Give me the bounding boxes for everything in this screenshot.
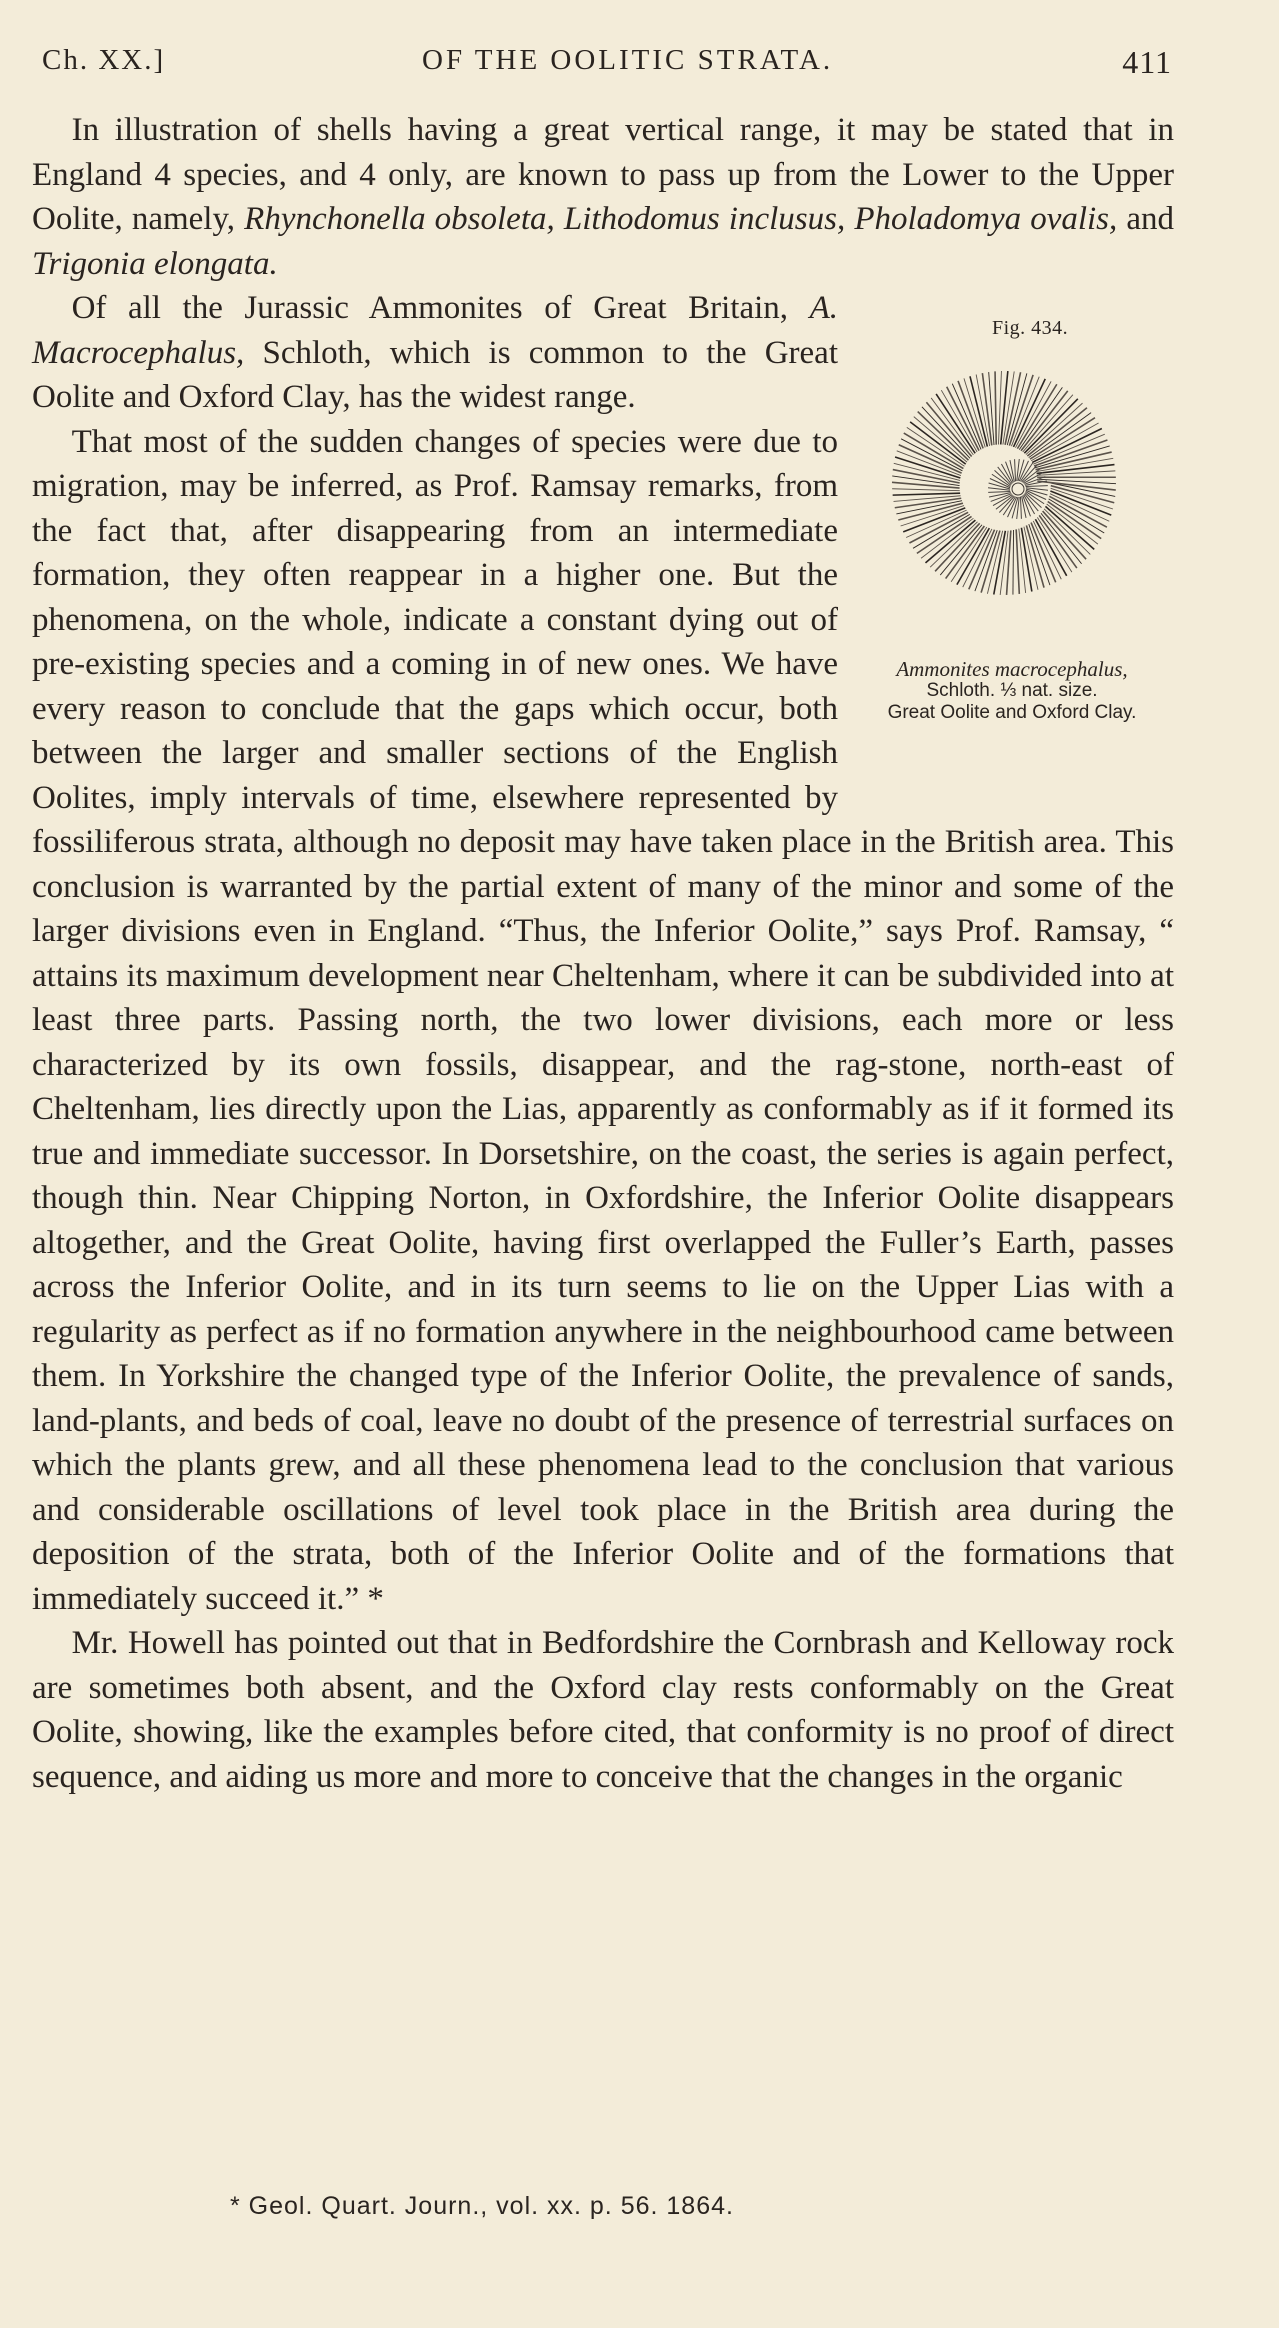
caption-species: Ammonites macrocephalus, bbox=[896, 657, 1128, 681]
species-name: A. Macrocephalus, bbox=[32, 290, 839, 371]
figure-caption bbox=[852, 658, 1172, 724]
page-number: 411 bbox=[1122, 44, 1172, 80]
species-name: Trigonia elongata. bbox=[32, 245, 278, 282]
caption-formation: Great Oolite and Oxford Clay. bbox=[887, 702, 1137, 723]
running-header bbox=[42, 44, 1172, 84]
paragraph-howell: Mr. Howell has pointed out that in Bedfordshire the Cornbrash and Kelloway rock are sometimes both absent, and the Oxford clay rests conformably on the Great Oolite, showing, like the examples before cited, that conformity is no proof of direct sequence, and aiding us more and more to conceive that the changes in the organic bbox=[32, 1625, 1174, 1795]
figure-number: Fig. 434. bbox=[992, 317, 1069, 339]
paragraph-vertical-range: In illustration of shells having a great vertical range, it may be stated that in England 4 species, and 4 only, are known to pass up from the Lower to the Upper Oolite, namely, Rhynchonella obsoleta, Lithodomus inclusus, Pholadomya ovalis, and Trigonia elongata. bbox=[32, 112, 1175, 282]
paragraph-migration: That most of the sudden changes of species were due to migration, may be inferred, as Prof. Ramsay remarks, from the fact that, after disappearing from an intermediate formation, they often reappear in a higher one. But the phenomena, on the whole, indicate a constant dying out of pre-existing species and a coming in of new ones. We have every reason to conclude that the gaps which occur, both between the larger and smaller sections of the English Oolites, imply intervals of time, elsewhere represented by fossiliferous strata, although no deposit may have taken place in the British area. This conclusion is warranted by the partial extent of many of the minor and some of the larger divisions even in England. “Thus, the Inferior Oolite,” says Prof. Ramsay, “ attains its maximum development near Cheltenham, where it can be subdivided into at least three parts. Passing north, the two lower divisions, each more or less characterized by its own fossils, disappear, and the rag-stone, north-east of Cheltenham, lies directly upon the Lias, apparently as conformably as if it formed its true and immediate successor. In Dorsetshire, on the coast, the series is again perfect, though thin. Near Chipping Norton, in Oxfordshire, the Inferior Oolite disappears altogether, and the Great Oolite, having first overlapped the Fuller’s Earth, passes across the Inferior Oolite, and in its turn seems to lie on the Upper Lias with a regularity as perfect as if no formation anywhere in the neighbourhood came between them. In Yorkshire the changed type of the Inferior Oolite, the prevalence of sands, land-plants, and beds of coal, leave no doubt of the presence of terrestrial surfaces on which the plants grew, and all these phenomena lead to the conclusion that various and considerable oscillations of level took place in the British area during the deposition of the strata, both of the Inferior Oolite and of the formations that immediately succeed it.” * bbox=[32, 423, 1174, 1617]
species-name: Rhynchonella obsoleta, bbox=[244, 201, 555, 237]
species-name: Lithodomus inclusus, bbox=[563, 201, 846, 237]
caption-scale: Schloth. ⅓ nat. size. bbox=[926, 680, 1098, 701]
paragraph-ammonites: Of all the Jurassic Ammonites of Great Britain, A. Macrocephalus, Schloth, which is common to the Great Oolite and Oxford Clay, has the widest range. bbox=[32, 290, 839, 415]
chapter-label: Ch. XX.] bbox=[42, 44, 166, 76]
page-body bbox=[32, 108, 1174, 1799]
footnote: * Geol. Quart. Journ., vol. xx. p. 56. 1864. bbox=[230, 2192, 734, 2220]
species-name: Pholadomya ovalis, bbox=[854, 201, 1118, 237]
ammonite-illustration-icon bbox=[886, 358, 1136, 618]
figure-434 bbox=[852, 286, 1182, 798]
running-title: OF THE OOLITIC STRATA. bbox=[422, 44, 834, 76]
